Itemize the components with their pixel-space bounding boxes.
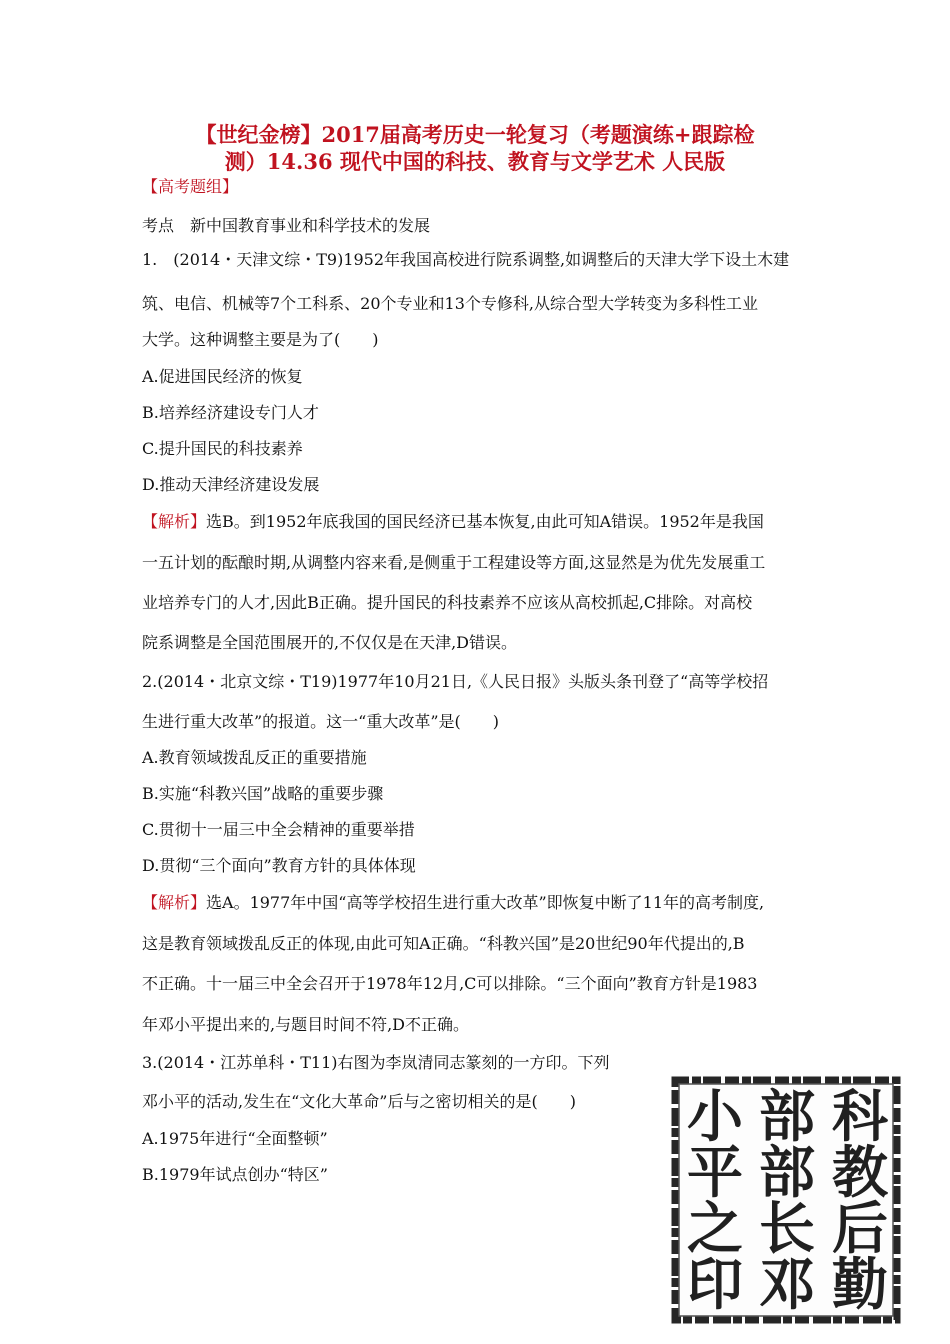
q1-option-c: C.提升国民的科技素养 [142,439,303,458]
document-title-line1: 【世纪金榜】2017届高考历史一轮复习（考题演练+跟踪检 [195,122,755,147]
seal-char: 印 [687,1253,743,1318]
q1-option-d: D.推动天津经济建设发展 [142,475,320,494]
q2-analysis-line4: 年邓小平提出来的,与题目时间不符,D不正确。 [142,1015,470,1034]
section-tag: 【高考题组】 [142,177,239,196]
seal-char: 部 [759,1141,815,1206]
q2-option-d: D.贯彻“三个面向”教育方针的具体体现 [142,856,416,875]
q1-analysis-line2: 一五计划的酝酿时期,从调整内容来看,是侧重于工程建设等方面,这显然是为优先发展重工 [142,553,766,572]
q2-stem-line1: 2.(2014・北京文综・T19)1977年10月21日,《人民日报》头版头条刊登了“高等学校招 [142,672,769,691]
q2-analysis-line3: 不正确。十一届三中全会召开于1978年12月,C可以排除。“三个面向”教育方针是1983 [142,974,758,993]
q3-option-b: B.1979年试点创办“特区” [142,1165,328,1184]
q1-analysis-line1 [142,512,764,532]
seal-char: 长 [759,1197,815,1262]
seal-char: 部 [759,1085,815,1150]
seal-char: 小 [687,1085,743,1150]
q2-analysis-text: 选A。1977年中国“高等学校招生进行重大改革”即恢复中断了11年的高考制度, [206,893,765,912]
q3-option-a: A.1975年进行“全面整顿” [142,1129,328,1148]
q3-stem-line2: 邓小平的活动,发生在“文化大革命”后与之密切相关的是( ) [142,1092,576,1111]
q2-analysis-line2: 这是教育领域拨乱反正的体现,由此可知A正确。“科教兴国”是20世纪90年代提出的,B [142,934,745,953]
q2-option-b: B.实施“科教兴国”战略的重要步骤 [142,784,384,803]
seal-char: 勤 [832,1253,888,1318]
q1-stem-line1: 1. (2014・天津文综・T9)1952年我国高校进行院系调整,如调整后的天津大学下设土木建 [142,250,790,269]
q3-stem-line1: 3.(2014・江苏单科・T11)右图为李岚清同志篆刻的一方印。下列 [142,1053,610,1072]
seal-char: 后 [832,1197,888,1262]
seal-char: 科 [832,1085,888,1150]
seal-char: 教 [832,1141,888,1206]
q2-option-c: C.贯彻十一届三中全会精神的重要举措 [142,820,415,839]
q1-analysis-line4: 院系调整是全国范围展开的,不仅仅是在天津,D错误。 [142,633,518,652]
q1-option-a: A.促进国民经济的恢复 [142,367,303,386]
q1-analysis-tag: 【解析】 [142,512,207,531]
seal-char: 邓 [759,1253,815,1318]
q2-analysis-tag: 【解析】 [142,893,207,912]
topic-heading: 考点 新中国教育事业和科学技术的发展 [142,216,431,235]
q1-stem-line3: 大学。这种调整主要是为了( ) [142,330,379,349]
q2-option-a: A.教育领域拨乱反正的重要措施 [142,748,367,767]
q2-stem-line2: 生进行重大改革”的报道。这一“重大改革”是( ) [142,712,500,731]
q1-stem-line2: 筑、电信、机械等7个工科系、20个专业和13个专修科,从综合型大学转变为多科性工业 [142,294,758,313]
q2-analysis-line1 [142,893,764,913]
document-title-line2: 测）14.36 现代中国的科技、教育与文学艺术 人民版 [224,149,726,174]
seal-image [670,1075,902,1325]
seal-char: 平 [687,1141,743,1206]
q1-analysis-text: 选B。到1952年底我国的国民经济已基本恢复,由此可知A错误。1952年是我国 [206,512,764,531]
q1-option-b: B.培养经济建设专门人才 [142,403,319,422]
seal-char: 之 [687,1197,743,1262]
q1-analysis-line3: 业培养专门的人才,因此B正确。提升国民的科技素养不应该从高校抓起,C排除。对高校 [142,593,753,612]
